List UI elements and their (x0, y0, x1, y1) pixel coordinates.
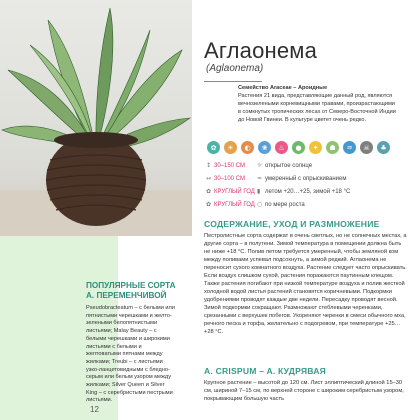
plant-description (238, 84, 396, 124)
temperature-icon: ♒ (343, 141, 356, 154)
plant-photo (0, 0, 192, 236)
water-icon: ≈ (257, 175, 263, 182)
fertilize-icon: ✦ (309, 141, 322, 154)
plant-title: Аглаонема (204, 38, 318, 63)
care-row-temperature: ✿ КРУГЛЫЙ ГОД ▮ летом +20…+25, зимой +18 °С (206, 188, 351, 195)
partial-light-icon: ◐ (241, 141, 254, 154)
species-text: Крупное растение – высотой до 120 см. Лист эллиптический длиной 15–30 см, шириной 7–15 см, по верхней стороне с широким серебристым узором, покрывающим большую часть (204, 380, 404, 402)
care-icon-row (207, 141, 390, 154)
sidebar-heading: ПОПУЛЯРНЫЕ СОРТА А. ПЕРЕМЕНЧИВОЙ (86, 281, 176, 300)
care-row-width: ↔ 30–100 СМ ≈ умеренный с опрыскиванием (206, 175, 347, 182)
care-row-repotting: ✿ КРУГЛЫЙ ГОД ○ по мере роста (206, 201, 305, 208)
sun-icon: ☼ (257, 162, 263, 169)
title-divider (204, 81, 262, 82)
spray-icon: ✿ (207, 141, 220, 154)
care-section-heading: СОДЕРЖАНИЕ, УХОД И РАЗМНОЖЕНИЕ (204, 219, 380, 229)
light-icon: ☀ (224, 141, 237, 154)
sidebar-text: Pseudobracteatum – с белыми или пятнистыми черешками и желто-зелеными белопятнистыми листьями; Malay Beauty – с белыми черешками и широкими листьями с белыми и желтоватыми пятнами между жилками; Treubi – с листьями узко-ланцетовидными с бледно-серым или белым узором между жилками; Silver Queen и Silver King – с серебристыми пестрыми листьями. (86, 305, 175, 404)
family-label: Семейство Araceae – Ароидные (238, 85, 328, 91)
watering-icon: ♨ (275, 141, 288, 154)
care-row-height: ↕ 30–150 СМ ☼ открытое солнце (206, 162, 313, 169)
care-icon: ❀ (258, 141, 271, 154)
care-section-text: Пестролистные сорта содержат в очень светлых, но не солнечных местах, а другие сорта – в полутени. Зимой температура в помещении должна быть не ниже +18 °С. Полив летом требуется умеренный, чтобы земляной ком между поливами успевал подсохнуть, а зимой редкий. Аглаонема не переносит сухого комнатного воздуха. Растение следует часто опрыскивать. Если воздух слишком сухой, растения поражаются паутинным клещом. Также растения погибают при низкой температуре воздуха и полив жесткой холодной водой листья растений становятся коричневыми. Подкормки удобрениями проводят каждые две недели. Пересадку проводят весной. Зимой подкормки сокращают. Размножают стеблевыми черенками, срезанными с верхушек побегов. Укореняют черенки в смеси обычного мха, речного песка и торфа, желательно с подогревом, при температуре +25…+28 °С. (204, 233, 407, 335)
toxicity-icon: ☠ (360, 141, 373, 154)
species-heading: A. CRISPUM – A. КУДРЯВАЯ (204, 366, 326, 376)
description-text: Растения 21 вида, представляющие данный род, являются вечнозелеными корневищными травами, произрастающими в сомкнутых тропических лесах от Северо-Восточной Индии до Новой Гвинеи. В культуре цветет очень редко. (238, 93, 396, 123)
pot-outline-icon: ○ (257, 201, 263, 208)
aglaonema-illustration (0, 0, 192, 236)
plant-icon: ♣ (377, 141, 390, 154)
page-number: 12 (90, 405, 99, 414)
thermometer-icon: ▮ (257, 188, 261, 195)
drop-icon: ● (292, 141, 305, 154)
pot-icon: ☗ (326, 141, 339, 154)
latin-name: (Aglaonema) (206, 63, 264, 74)
